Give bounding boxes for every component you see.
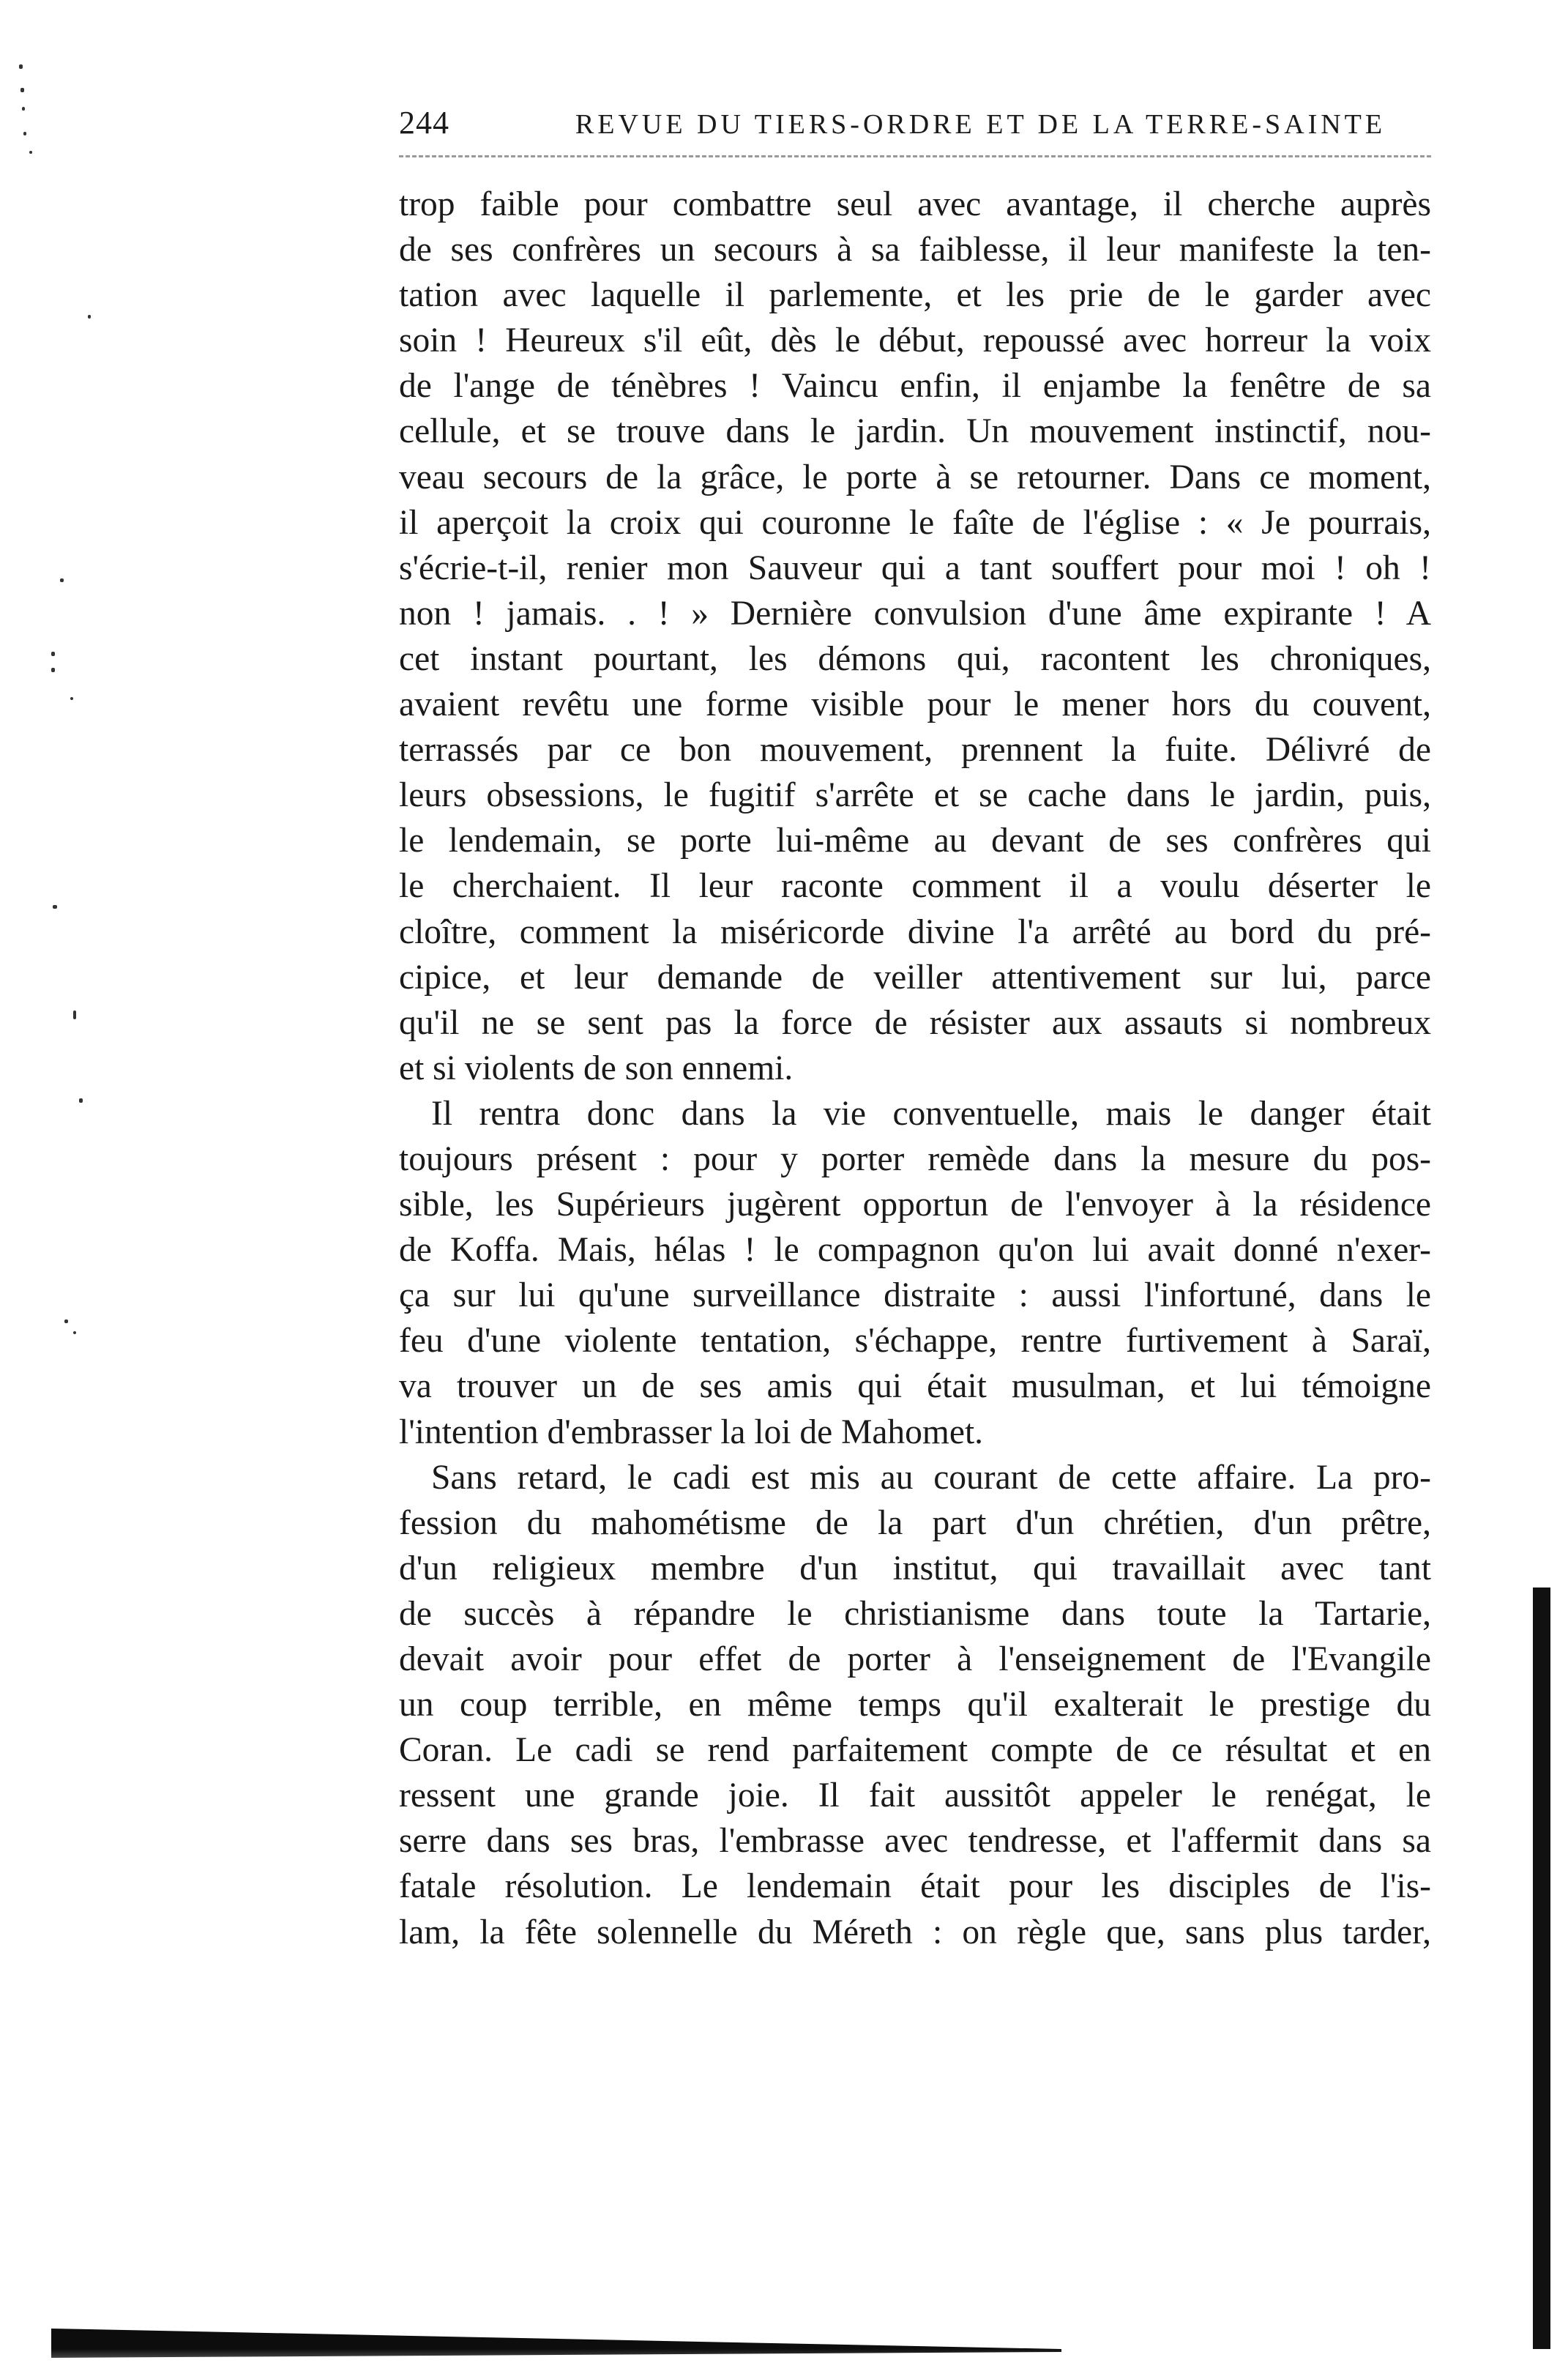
text-line: va trouver un de ses amis qui était musulman, et lui témoigne <box>399 1367 1431 1406</box>
text-line: l'intention d'embrasser la loi de Mahomet. <box>399 1412 984 1451</box>
text-line: qu'il ne se sent pas la force de résister aux assauts si nombreux <box>399 1003 1431 1042</box>
scan-bottom-shadow <box>51 2329 1061 2358</box>
text-line: tation avec laquelle il parlemente, et les prie de le garder avec <box>399 276 1431 315</box>
text-line: cloître, comment la miséricorde divine l'a arrêté au bord du pré- <box>399 912 1431 951</box>
text-line: cet instant pourtant, les démons qui, racontent les chroniques, <box>399 639 1431 678</box>
text-line: ça sur lui qu'une surveillance distraite : aussi l'infortuné, dans le <box>399 1276 1431 1315</box>
text-line: non ! jamais. . ! » Dernière convulsion d'une âme expirante ! A <box>399 594 1431 633</box>
running-title: REVUE DU TIERS-ORDRE ET DE LA TERRE-SAINTE <box>575 109 1386 140</box>
text-line: ressent une grande joie. Il fait aussitôt appeler le renégat, le <box>399 1776 1431 1815</box>
text-line: de l'ange de ténèbres ! Vaincu enfin, il enjambe la fenêtre de sa <box>399 367 1431 406</box>
text-line: avaient revêtu une forme visible pour le mener hors du couvent, <box>399 685 1431 724</box>
text-line: serre dans ses bras, l'embrasse avec tendresse, et l'affermit dans sa <box>399 1822 1431 1861</box>
paragraph-3 <box>399 1455 1431 1955</box>
text-line: et si violents de son ennemi. <box>399 1049 794 1087</box>
text-line: de succès à répandre le christianisme dans toute la Tartarie, <box>399 1594 1431 1633</box>
page-number: 244 <box>399 105 449 141</box>
text-line: s'écrie-t-il, renier mon Sauveur qui a tant souffert pour moi ! oh ! <box>399 548 1431 587</box>
text-line: cellule, et se trouve dans le jardin. Un mouvement instinctif, nou- <box>399 412 1431 451</box>
text-line: Coran. Le cadi se rend parfaitement compte de ce résultat et en <box>399 1731 1431 1770</box>
header-rule <box>399 155 1431 157</box>
text-line: veau secours de la grâce, le porte à se retourner. Dans ce moment, <box>399 458 1431 496</box>
text-line: toujours présent : pour y porter remède dans la mesure du pos- <box>399 1139 1431 1178</box>
text-line: fession du mahométisme de la part d'un chrétien, d'un prêtre, <box>399 1503 1431 1542</box>
text-line: de Koffa. Mais, hélas ! le compagnon qu'on lui avait donné n'exer- <box>399 1231 1431 1270</box>
text-line: feu d'une violente tentation, s'échappe, rentre furtivement à Saraï, <box>399 1322 1431 1361</box>
text-line: le lendemain, se porte lui-même au devant de ses confrères qui <box>399 822 1431 860</box>
scan-edge-shadow <box>1533 1588 1550 2349</box>
text-line: sible, les Supérieurs jugèrent opportun de l'envoyer à la résidence <box>399 1186 1431 1224</box>
text-line: Sans retard, le cadi est mis au courant de cette affaire. La pro- <box>431 1458 1431 1497</box>
text-line: il aperçoit la croix qui couronne le faîte de l'église : « Je pourrais, <box>399 503 1431 542</box>
text-line: de ses confrères un secours à sa faiblesse, il leur manifeste la ten- <box>399 231 1431 269</box>
text-line: d'un religieux membre d'un institut, qui travaillait avec tant <box>399 1549 1431 1588</box>
text-line: devait avoir pour effet de porter à l'enseignement de l'Evangile <box>399 1640 1431 1678</box>
text-line: le cherchaient. Il leur raconte comment il a voulu déserter le <box>399 867 1431 906</box>
text-line: soin ! Heureux s'il eût, dès le début, repoussé avec horreur la voix <box>399 321 1431 360</box>
body-text <box>399 182 1431 1955</box>
text-line: leurs obsessions, le fugitif s'arrête et se cache dans le jardin, puis, <box>399 776 1431 815</box>
text-line: terrassés par ce bon mouvement, prennent la fuite. Délivré de <box>399 731 1431 770</box>
scan-margin-specks <box>0 0 102 2371</box>
text-line: fatale résolution. Le lendemain était pour les disciples de l'is- <box>399 1867 1431 1906</box>
running-header <box>399 104 1431 148</box>
text-line: Il rentra donc dans la vie conventuelle, mais le danger était <box>431 1094 1431 1133</box>
text-line: un coup terrible, en même temps qu'il exalterait le prestige du <box>399 1686 1431 1724</box>
paragraph-1 <box>399 182 1431 1091</box>
paragraph-2 <box>399 1091 1431 1455</box>
text-line: trop faible pour combattre seul avec avantage, il cherche auprès <box>399 185 1431 223</box>
text-line: lam, la fête solennelle du Méreth : on règle que, sans plus tarder, <box>399 1913 1431 1951</box>
text-line: cipice, et leur demande de veiller attentivement sur lui, parce <box>399 958 1431 997</box>
